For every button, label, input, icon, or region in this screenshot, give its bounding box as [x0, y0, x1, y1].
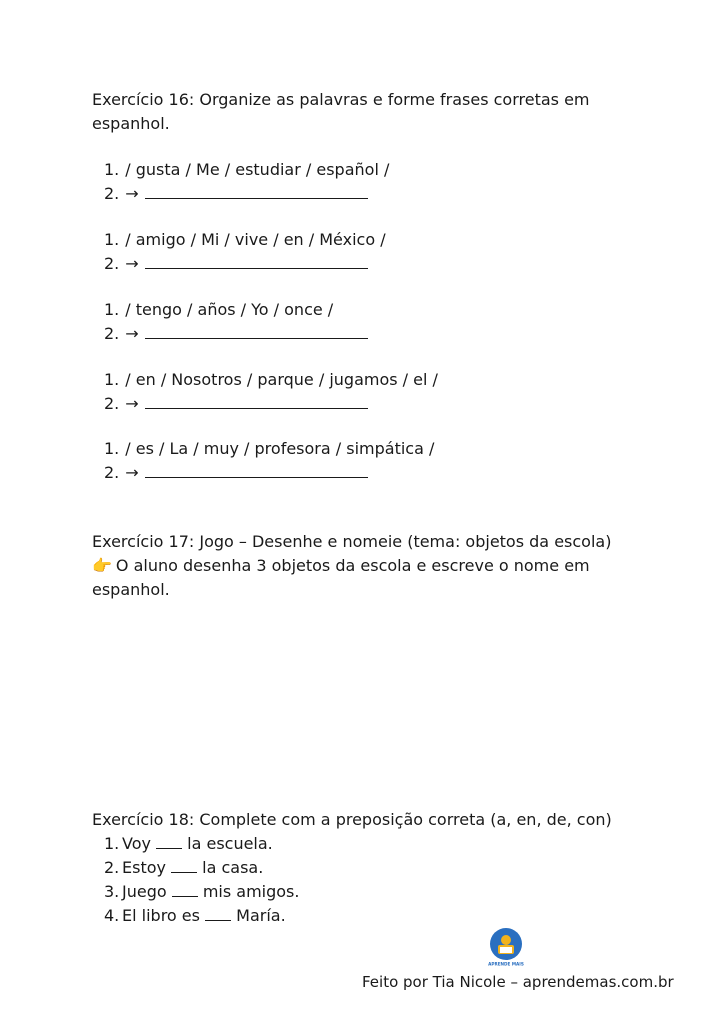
arrow-icon: → [125, 394, 139, 413]
answer-blank[interactable] [145, 254, 368, 269]
ex16-item-3-words-line: 1. / tengo / años / Yo / once / [104, 300, 334, 319]
arrow-icon: → [125, 184, 139, 203]
ex16-item-1-words-line: 1. / gusta / Me / estudiar / español / [104, 160, 390, 179]
answer-blank[interactable] [205, 906, 231, 921]
answer-blank[interactable] [171, 858, 197, 873]
ex18-item-1: 1. Voy la escuela. [104, 834, 273, 853]
pointing-hand-icon: 👉 [92, 556, 112, 575]
ex16-item-4-answer-line: 2. → [104, 392, 368, 416]
exercise-18-title: Exercício 18: Complete com a preposição correta (a, en, de, con) [92, 810, 612, 829]
ex16-item-5-words-line: 1. / es / La / muy / profesora / simpática / [104, 439, 435, 458]
logo-text: APRENDE MAIS [488, 961, 524, 967]
arrow-icon: → [125, 324, 139, 343]
exercise-17-title: Exercício 17: Jogo – Desenhe e nomeie (tema: objetos da escola) [92, 532, 612, 551]
answer-blank[interactable] [145, 324, 368, 339]
exercise-17-instruction: 👉 O aluno desenha 3 objetos da escola e escreve o nome em espanhol. [92, 556, 590, 599]
ex18-item-2: 2. Estoy la casa. [104, 858, 264, 877]
footer-credit: Feito por Tia Nicole – aprendemas.com.br [362, 973, 674, 991]
ex16-item-2-words-line: 1. / amigo / Mi / vive / en / México / [104, 230, 386, 249]
aprende-mais-logo [488, 927, 524, 967]
answer-blank[interactable] [156, 834, 182, 849]
arrow-icon: → [125, 254, 139, 273]
ex16-item-3-answer-line: 2. → [104, 322, 368, 346]
ex18-item-4: 4. El libro es María. [104, 906, 286, 925]
ex16-item-4-words-line: 1. / en / Nosotros / parque / jugamos / el / [104, 370, 438, 389]
ex16-item-2-answer-line: 2. → [104, 252, 368, 276]
ex16-item-1-answer-line: 2. → [104, 182, 368, 206]
ex18-item-3: 3. Juego mis amigos. [104, 882, 300, 901]
ex16-item-5-answer-line: 2. → [104, 461, 368, 485]
answer-blank[interactable] [145, 184, 368, 199]
exercise-16-title: Exercício 16: Organize as palavras e forme frases corretas em espanhol. [92, 90, 590, 133]
answer-blank[interactable] [172, 882, 198, 897]
answer-blank[interactable] [145, 394, 368, 409]
answer-blank[interactable] [145, 463, 368, 478]
arrow-icon: → [125, 463, 139, 482]
